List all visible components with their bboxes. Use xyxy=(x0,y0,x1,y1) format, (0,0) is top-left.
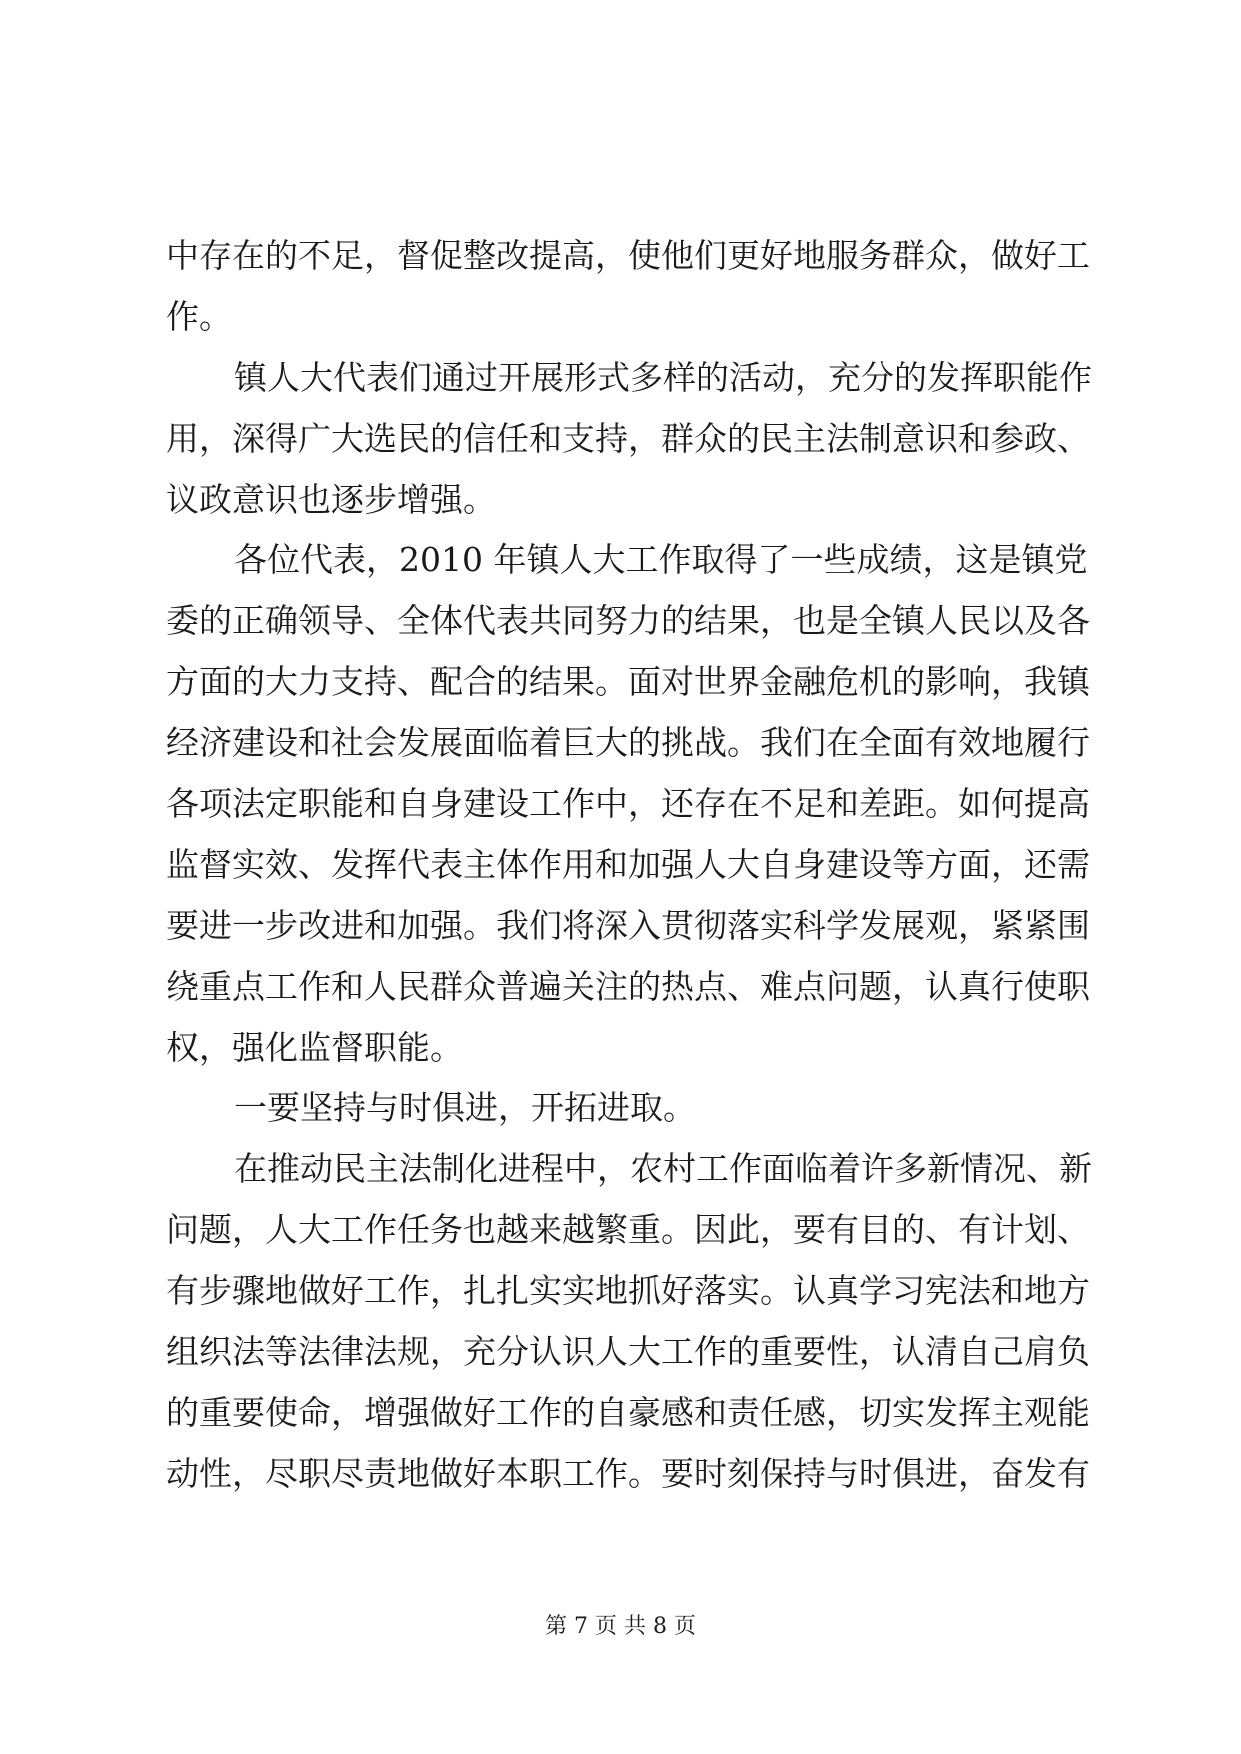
text-line: 议政意识也逐步增强。 xyxy=(166,479,496,519)
text-line: 委的正确领导、全体代表共同努力的结果，也是全镇人民以及各 xyxy=(166,601,1090,641)
text-line: 经济建设和社会发展面临着巨大的挑战。我们在全面有效地履行 xyxy=(166,723,1090,763)
page-footer: 第 7 页 共 8 页 xyxy=(545,1614,696,1639)
text-line: 监督实效、发挥代表主体作用和加强人大自身建设等方面，还需 xyxy=(166,844,1090,884)
text-line: 有步骤地做好工作，扎扎实实地抓好落实。认真学习宪法和地方 xyxy=(166,1271,1090,1311)
text-line: 镇人大代表们通过开展形式多样的活动，充分的发挥职能作 xyxy=(234,357,1092,397)
text-line: 权，强化监督职能。 xyxy=(166,1027,463,1067)
text-line: 的重要使命，增强做好工作的自豪感和责任感，切实发挥主观能 xyxy=(166,1392,1090,1432)
text-line: 中存在的不足，督促整改提高，使他们更好地服务群众，做好工 xyxy=(166,236,1090,275)
text-line: 方面的大力支持、配合的结果。面对世界金融危机的影响，我镇 xyxy=(166,662,1090,702)
text-line: 用，深得广大选民的信任和支持，群众的民主法制意识和参政、 xyxy=(166,418,1090,458)
text-line: 动性，尽职尽责地做好本职工作。要时刻保持与时俱进，奋发有 xyxy=(166,1453,1090,1493)
text-line: 一要坚持与时俱进，开拓进取。 xyxy=(234,1088,696,1128)
text-line: 问题，人大工作任务也越来越繁重。因此，要有目的、有计划、 xyxy=(166,1210,1090,1250)
text-line: 作。 xyxy=(166,296,232,336)
text-line: 在推动民主法制化进程中，农村工作面临着许多新情况、新 xyxy=(234,1149,1092,1189)
text-line: 各位代表，2010 年镇人大工作取得了一些成绩，这是镇党 xyxy=(234,540,1088,580)
document-body xyxy=(166,226,1092,1505)
text-line: 各项法定职能和自身建设工作中，还存在不足和差距。如何提高 xyxy=(166,784,1090,824)
text-line: 组织法等法律法规，充分认识人大工作的重要性，认清自己肩负 xyxy=(166,1332,1090,1372)
text-line: 绕重点工作和人民群众普遍关注的热点、难点问题，认真行使职 xyxy=(166,966,1090,1006)
text-line: 要进一步改进和加强。我们将深入贯彻落实科学发展观，紧紧围 xyxy=(166,905,1090,945)
